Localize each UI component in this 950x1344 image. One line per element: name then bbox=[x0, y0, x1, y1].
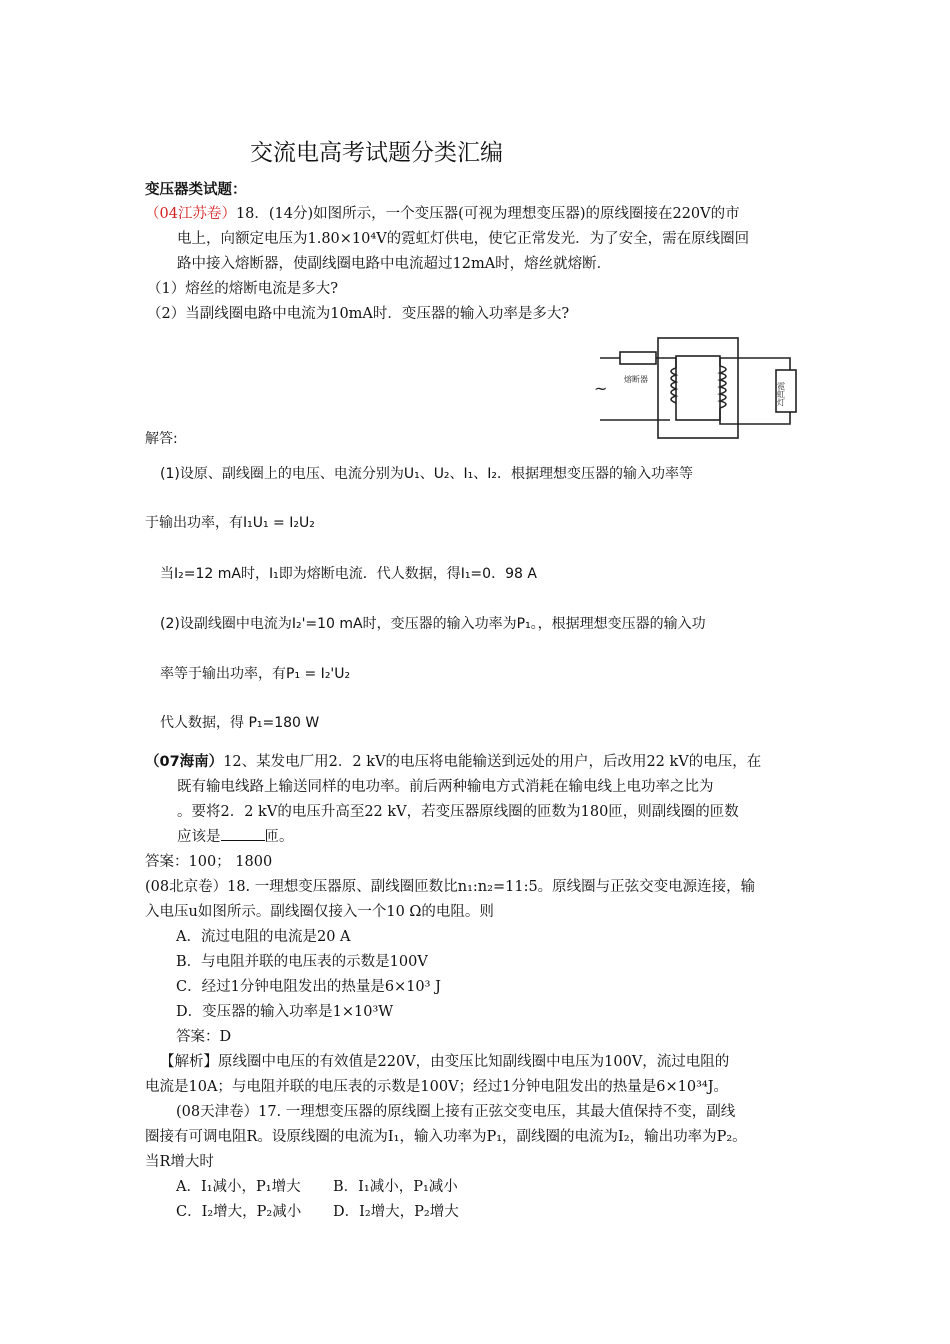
q3-option-b: B．与电阻并联的电压表的示数是100V bbox=[176, 954, 428, 970]
q4-option-b: B．I₁减小，P₁减小 bbox=[333, 1179, 458, 1195]
q1-sub1: （1）熔丝的熔断电流是多大? bbox=[147, 281, 338, 297]
q1-source: （04江苏卷） bbox=[145, 206, 236, 222]
answer-blank bbox=[221, 827, 265, 841]
q2-line4: 应该是 匝。 bbox=[177, 829, 294, 845]
q4-option-c: C．I₂增大，P₂减小 bbox=[176, 1204, 302, 1220]
q2-answer: 答案：100； 1800 bbox=[145, 854, 273, 870]
q2-source: （07海南） bbox=[145, 754, 224, 770]
solution-step3a: (2)设副线圈中电流为I₂'=10 mA时，变压器的输入功率为P₁。，根据理想变压器的输入功 bbox=[160, 616, 706, 632]
q4-option-a: A．I₁减小，P₁增大 bbox=[176, 1179, 301, 1195]
q1-line3: 路中接入熔断器，使副线圈电路中电流超过12mA时，熔丝就熔断． bbox=[177, 256, 612, 272]
q4-line2: 圈接有可调电阻R。设原线圈的电流为I₁，输入功率为P₁，副线圈的电流为I₂，输出功率为P₂。 bbox=[145, 1129, 747, 1145]
q4-option-d: D．I₂增大，P₂增大 bbox=[333, 1204, 459, 1220]
q2-line1: （07海南）12、某发电厂用2．2 kV的电压将电能输送到远处的用户，后改用22 kV的电压，在 bbox=[145, 754, 762, 770]
solution-step2: 当I₂=12 mA时，I₁即为熔断电流．代人数据，得I₁=0．98 A bbox=[160, 566, 537, 582]
page-title: 交流电高考试题分类汇编 bbox=[250, 140, 503, 166]
q1-line2: 电上，向额定电压为1.80×10⁴V的霓虹灯供电，使它正常发光．为了安全，需在原线圈回 bbox=[177, 231, 750, 247]
lamp-label: 霓虹灯 bbox=[776, 382, 786, 406]
solution-step1b: 于输出功率，有I₁U₁ = I₂U₂ bbox=[145, 515, 315, 531]
q3-answer: 答案：D bbox=[176, 1029, 232, 1045]
solution-step1a: (1)设原、副线圈上的电压、电流分别为U₁、U₂、I₁、I₂．根据理想变压器的输入功率等 bbox=[160, 466, 694, 482]
solution-step3b: 率等于输出功率，有P₁ = I₂'U₂ bbox=[160, 666, 351, 682]
q3-option-d: D．变压器的输入功率是1×10³W bbox=[176, 1004, 394, 1020]
q3-analysis1: 【解析】原线圈中电压的有效值是220V，由变压比知副线圈中电压为100V，流过电阻的 bbox=[160, 1054, 730, 1070]
q1-sub2: （2）当副线圈电路中电流为10mA时．变压器的输入功率是多大? bbox=[147, 306, 570, 322]
q2-line3: 。要将2．2 kV的电压升高至22 kV，若变压器原线圈的匝数为180匝，则副线圈的匝数 bbox=[177, 804, 739, 820]
fuse-label: 熔断器 bbox=[624, 375, 648, 384]
section-heading: 变压器类试题： bbox=[145, 182, 247, 198]
q4-line1: (08天津卷）17. 一理想变压器的原线圈上接有正弦交变电压，其最大值保持不变，副线 bbox=[176, 1104, 736, 1120]
q2-line2: 既有输电线路上输送同样的电功率。前后两种输电方式消耗在输电线上电功率之比为 bbox=[177, 779, 714, 795]
q3-analysis2: 电流是10A；与电阻并联的电压表的示数是100V；经过1分钟电阻发出的热量是6×10³⁴J。 bbox=[145, 1079, 729, 1095]
q3-line1: (08北京卷）18. 一理想变压器原、副线圈匝数比n₁:n₂=11:5。原线圈与正弦交变电源连接，输 bbox=[145, 879, 756, 895]
q3-line2: 入电压u如图所示。副线圈仅接入一个10 Ω的电阻。则 bbox=[145, 904, 494, 920]
solution-step4: 代人数据，得 P₁=180 W bbox=[160, 715, 320, 731]
q3-option-a: A．流过电阻的电流是20 A bbox=[176, 929, 351, 945]
q1-line1: （04江苏卷）18．(14分)如图所示，一个变压器(可视为理想变压器)的原线圈接在220V的市 bbox=[145, 206, 740, 222]
solution-label: 解答: bbox=[145, 431, 178, 447]
q3-option-c: C．经过1分钟电阻发出的热量是6×10³ J bbox=[176, 979, 441, 995]
ac-source-symbol: ~ bbox=[594, 379, 608, 398]
transformer-diagram bbox=[590, 332, 810, 444]
q4-line3: 当R增大时 bbox=[145, 1154, 214, 1170]
